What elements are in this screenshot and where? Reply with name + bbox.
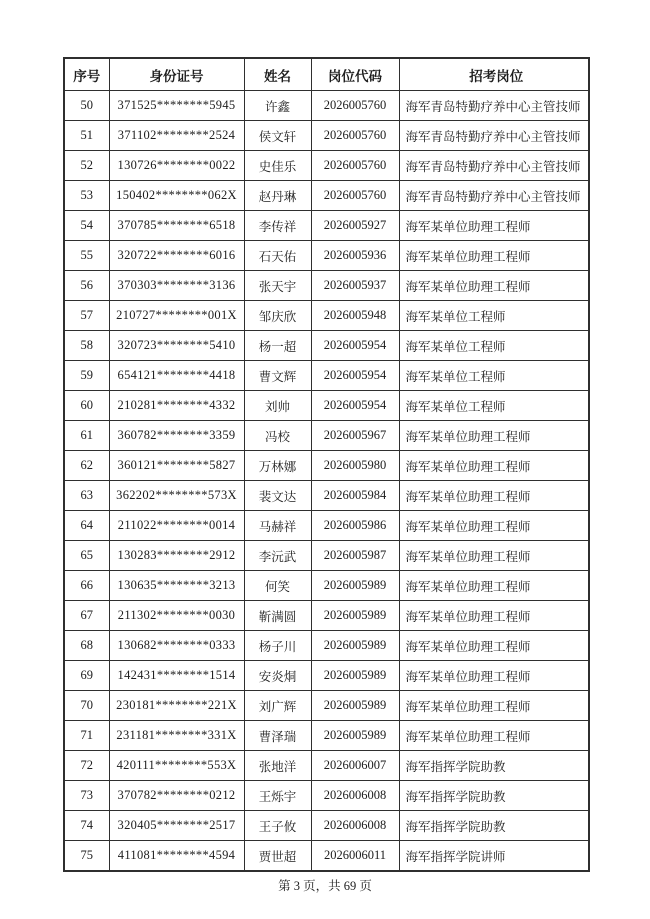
- cell-position-code: 2026005967: [311, 421, 399, 451]
- cell-position-code: 2026006008: [311, 811, 399, 841]
- cell-index: 66: [64, 571, 109, 601]
- cell-name: 冯校: [244, 421, 311, 451]
- cell-name: 何笑: [244, 571, 311, 601]
- cell-position-title: 海军某单位工程师: [399, 301, 589, 331]
- cell-id-number: 370782********0212: [109, 781, 244, 811]
- cell-id-number: 150402********062X: [109, 181, 244, 211]
- cell-id-number: 130635********3213: [109, 571, 244, 601]
- cell-name: 刘广辉: [244, 691, 311, 721]
- table-row: [64, 571, 589, 601]
- cell-index: 63: [64, 481, 109, 511]
- table-row: [64, 361, 589, 391]
- cell-position-title: 海军某单位助理工程师: [399, 271, 589, 301]
- table-row: [64, 121, 589, 151]
- cell-position-title: 海军某单位助理工程师: [399, 451, 589, 481]
- cell-index: 68: [64, 631, 109, 661]
- cell-index: 62: [64, 451, 109, 481]
- cell-position-title: 海军指挥学院助教: [399, 751, 589, 781]
- cell-position-code: 2026005987: [311, 541, 399, 571]
- cell-id-number: 654121********4418: [109, 361, 244, 391]
- table-row: [64, 781, 589, 811]
- cell-index: 72: [64, 751, 109, 781]
- cell-name: 刘帅: [244, 391, 311, 421]
- cell-index: 69: [64, 661, 109, 691]
- cell-position-title: 海军某单位助理工程师: [399, 721, 589, 751]
- cell-index: 58: [64, 331, 109, 361]
- cell-id-number: 320722********6016: [109, 241, 244, 271]
- cell-id-number: 130283********2912: [109, 541, 244, 571]
- cell-name: 裴文达: [244, 481, 311, 511]
- table-row: [64, 391, 589, 421]
- cell-position-title: 海军某单位助理工程师: [399, 631, 589, 661]
- cell-position-code: 2026005760: [311, 151, 399, 181]
- table-row: [64, 631, 589, 661]
- table-row: [64, 691, 589, 721]
- cell-position-title: 海军指挥学院讲师: [399, 841, 589, 872]
- cell-name: 侯文轩: [244, 121, 311, 151]
- cell-position-title: 海军指挥学院助教: [399, 781, 589, 811]
- cell-index: 75: [64, 841, 109, 872]
- cell-position-title: 海军青岛特勤疗养中心主管技师: [399, 181, 589, 211]
- table-row: [64, 91, 589, 121]
- cell-name: 万林娜: [244, 451, 311, 481]
- cell-position-title: 海军青岛特勤疗养中心主管技师: [399, 151, 589, 181]
- cell-position-title: 海军某单位助理工程师: [399, 211, 589, 241]
- cell-index: 59: [64, 361, 109, 391]
- cell-position-code: 2026005989: [311, 691, 399, 721]
- cell-id-number: 142431********1514: [109, 661, 244, 691]
- cell-position-code: 2026005989: [311, 661, 399, 691]
- table-row: [64, 751, 589, 781]
- cell-name: 李传祥: [244, 211, 311, 241]
- cell-index: 61: [64, 421, 109, 451]
- cell-name: 靳满圆: [244, 601, 311, 631]
- cell-position-code: 2026005989: [311, 631, 399, 661]
- table-row: [64, 661, 589, 691]
- header-row: [64, 58, 589, 91]
- cell-index: 56: [64, 271, 109, 301]
- cell-position-title: 海军某单位助理工程师: [399, 241, 589, 271]
- column-header-1: 身份证号: [109, 58, 244, 91]
- column-header-0: 序号: [64, 58, 109, 91]
- cell-position-title: 海军某单位助理工程师: [399, 511, 589, 541]
- cell-name: 贾世超: [244, 841, 311, 872]
- cell-position-code: 2026006007: [311, 751, 399, 781]
- cell-id-number: 130682********0333: [109, 631, 244, 661]
- cell-name: 王烁宇: [244, 781, 311, 811]
- cell-id-number: 211022********0014: [109, 511, 244, 541]
- column-header-3: 岗位代码: [311, 58, 399, 91]
- page-footer: 第 3 页，共 69 页: [278, 879, 372, 893]
- cell-id-number: 370785********6518: [109, 211, 244, 241]
- cell-position-code: 2026005760: [311, 121, 399, 151]
- cell-position-code: 2026005984: [311, 481, 399, 511]
- cell-position-title: 海军指挥学院助教: [399, 811, 589, 841]
- cell-position-code: 2026005760: [311, 181, 399, 211]
- cell-id-number: 320405********2517: [109, 811, 244, 841]
- cell-position-title: 海军某单位助理工程师: [399, 601, 589, 631]
- cell-index: 52: [64, 151, 109, 181]
- cell-name: 李沅武: [244, 541, 311, 571]
- cell-position-title: 海军某单位助理工程师: [399, 691, 589, 721]
- cell-position-title: 海军某单位工程师: [399, 331, 589, 361]
- cell-index: 51: [64, 121, 109, 151]
- table-row: [64, 721, 589, 751]
- cell-index: 50: [64, 91, 109, 121]
- cell-index: 71: [64, 721, 109, 751]
- cell-position-title: 海军某单位助理工程师: [399, 481, 589, 511]
- cell-index: 73: [64, 781, 109, 811]
- cell-id-number: 360782********3359: [109, 421, 244, 451]
- cell-index: 60: [64, 391, 109, 421]
- cell-id-number: 231181********331X: [109, 721, 244, 751]
- cell-id-number: 130726********0022: [109, 151, 244, 181]
- cell-name: 史佳乐: [244, 151, 311, 181]
- cell-position-title: 海军青岛特勤疗养中心主管技师: [399, 121, 589, 151]
- cell-position-title: 海军某单位工程师: [399, 391, 589, 421]
- cell-name: 安炎烔: [244, 661, 311, 691]
- cell-index: 64: [64, 511, 109, 541]
- cell-position-title: 海军某单位助理工程师: [399, 571, 589, 601]
- table-row: [64, 331, 589, 361]
- cell-position-code: 2026005980: [311, 451, 399, 481]
- cell-id-number: 371525********5945: [109, 91, 244, 121]
- cell-name: 王子攸: [244, 811, 311, 841]
- cell-name: 曹泽瑞: [244, 721, 311, 751]
- cell-position-code: 2026005927: [311, 211, 399, 241]
- cell-position-code: 2026005954: [311, 391, 399, 421]
- cell-position-code: 2026005954: [311, 361, 399, 391]
- cell-position-code: 2026005986: [311, 511, 399, 541]
- column-header-2: 姓名: [244, 58, 311, 91]
- table-row: [64, 181, 589, 211]
- cell-name: 石天佑: [244, 241, 311, 271]
- cell-id-number: 370303********3136: [109, 271, 244, 301]
- cell-position-code: 2026005989: [311, 721, 399, 751]
- cell-position-code: 2026005936: [311, 241, 399, 271]
- cell-id-number: 362202********573X: [109, 481, 244, 511]
- cell-index: 67: [64, 601, 109, 631]
- cell-name: 杨一超: [244, 331, 311, 361]
- cell-position-title: 海军某单位助理工程师: [399, 421, 589, 451]
- table-row: [64, 511, 589, 541]
- cell-index: 54: [64, 211, 109, 241]
- table-row: [64, 151, 589, 181]
- cell-position-code: 2026006011: [311, 841, 399, 872]
- cell-id-number: 211302********0030: [109, 601, 244, 631]
- applicant-table: [63, 57, 590, 872]
- table-row: [64, 541, 589, 571]
- table-row: [64, 301, 589, 331]
- cell-id-number: 320723********5410: [109, 331, 244, 361]
- cell-position-code: 2026005948: [311, 301, 399, 331]
- cell-index: 74: [64, 811, 109, 841]
- table-row: [64, 241, 589, 271]
- cell-position-title: 海军某单位助理工程师: [399, 541, 589, 571]
- cell-name: 许鑫: [244, 91, 311, 121]
- cell-index: 65: [64, 541, 109, 571]
- table-row: [64, 421, 589, 451]
- cell-index: 70: [64, 691, 109, 721]
- table-row: [64, 811, 589, 841]
- cell-id-number: 210281********4332: [109, 391, 244, 421]
- cell-id-number: 230181********221X: [109, 691, 244, 721]
- cell-position-title: 海军某单位助理工程师: [399, 661, 589, 691]
- cell-id-number: 371102********2524: [109, 121, 244, 151]
- column-header-4: 招考岗位: [399, 58, 589, 91]
- table-row: [64, 211, 589, 241]
- cell-position-code: 2026005760: [311, 91, 399, 121]
- cell-position-code: 2026005989: [311, 571, 399, 601]
- table-body: [64, 91, 589, 872]
- cell-index: 55: [64, 241, 109, 271]
- table-row: [64, 841, 589, 872]
- cell-name: 邹庆欣: [244, 301, 311, 331]
- cell-id-number: 420111********553X: [109, 751, 244, 781]
- cell-name: 张地洋: [244, 751, 311, 781]
- cell-name: 曹文辉: [244, 361, 311, 391]
- cell-id-number: 411081********4594: [109, 841, 244, 872]
- cell-name: 赵丹琳: [244, 181, 311, 211]
- cell-position-code: 2026005989: [311, 601, 399, 631]
- table-row: [64, 451, 589, 481]
- cell-id-number: 210727********001X: [109, 301, 244, 331]
- cell-name: 杨子川: [244, 631, 311, 661]
- cell-position-title: 海军某单位工程师: [399, 361, 589, 391]
- table-row: [64, 601, 589, 631]
- cell-position-code: 2026005937: [311, 271, 399, 301]
- cell-index: 53: [64, 181, 109, 211]
- cell-position-code: 2026005954: [311, 331, 399, 361]
- table-row: [64, 271, 589, 301]
- cell-name: 马赫祥: [244, 511, 311, 541]
- cell-index: 57: [64, 301, 109, 331]
- table-header: [64, 58, 589, 91]
- cell-name: 张天宇: [244, 271, 311, 301]
- cell-position-title: 海军青岛特勤疗养中心主管技师: [399, 91, 589, 121]
- cell-id-number: 360121********5827: [109, 451, 244, 481]
- table-row: [64, 481, 589, 511]
- cell-position-code: 2026006008: [311, 781, 399, 811]
